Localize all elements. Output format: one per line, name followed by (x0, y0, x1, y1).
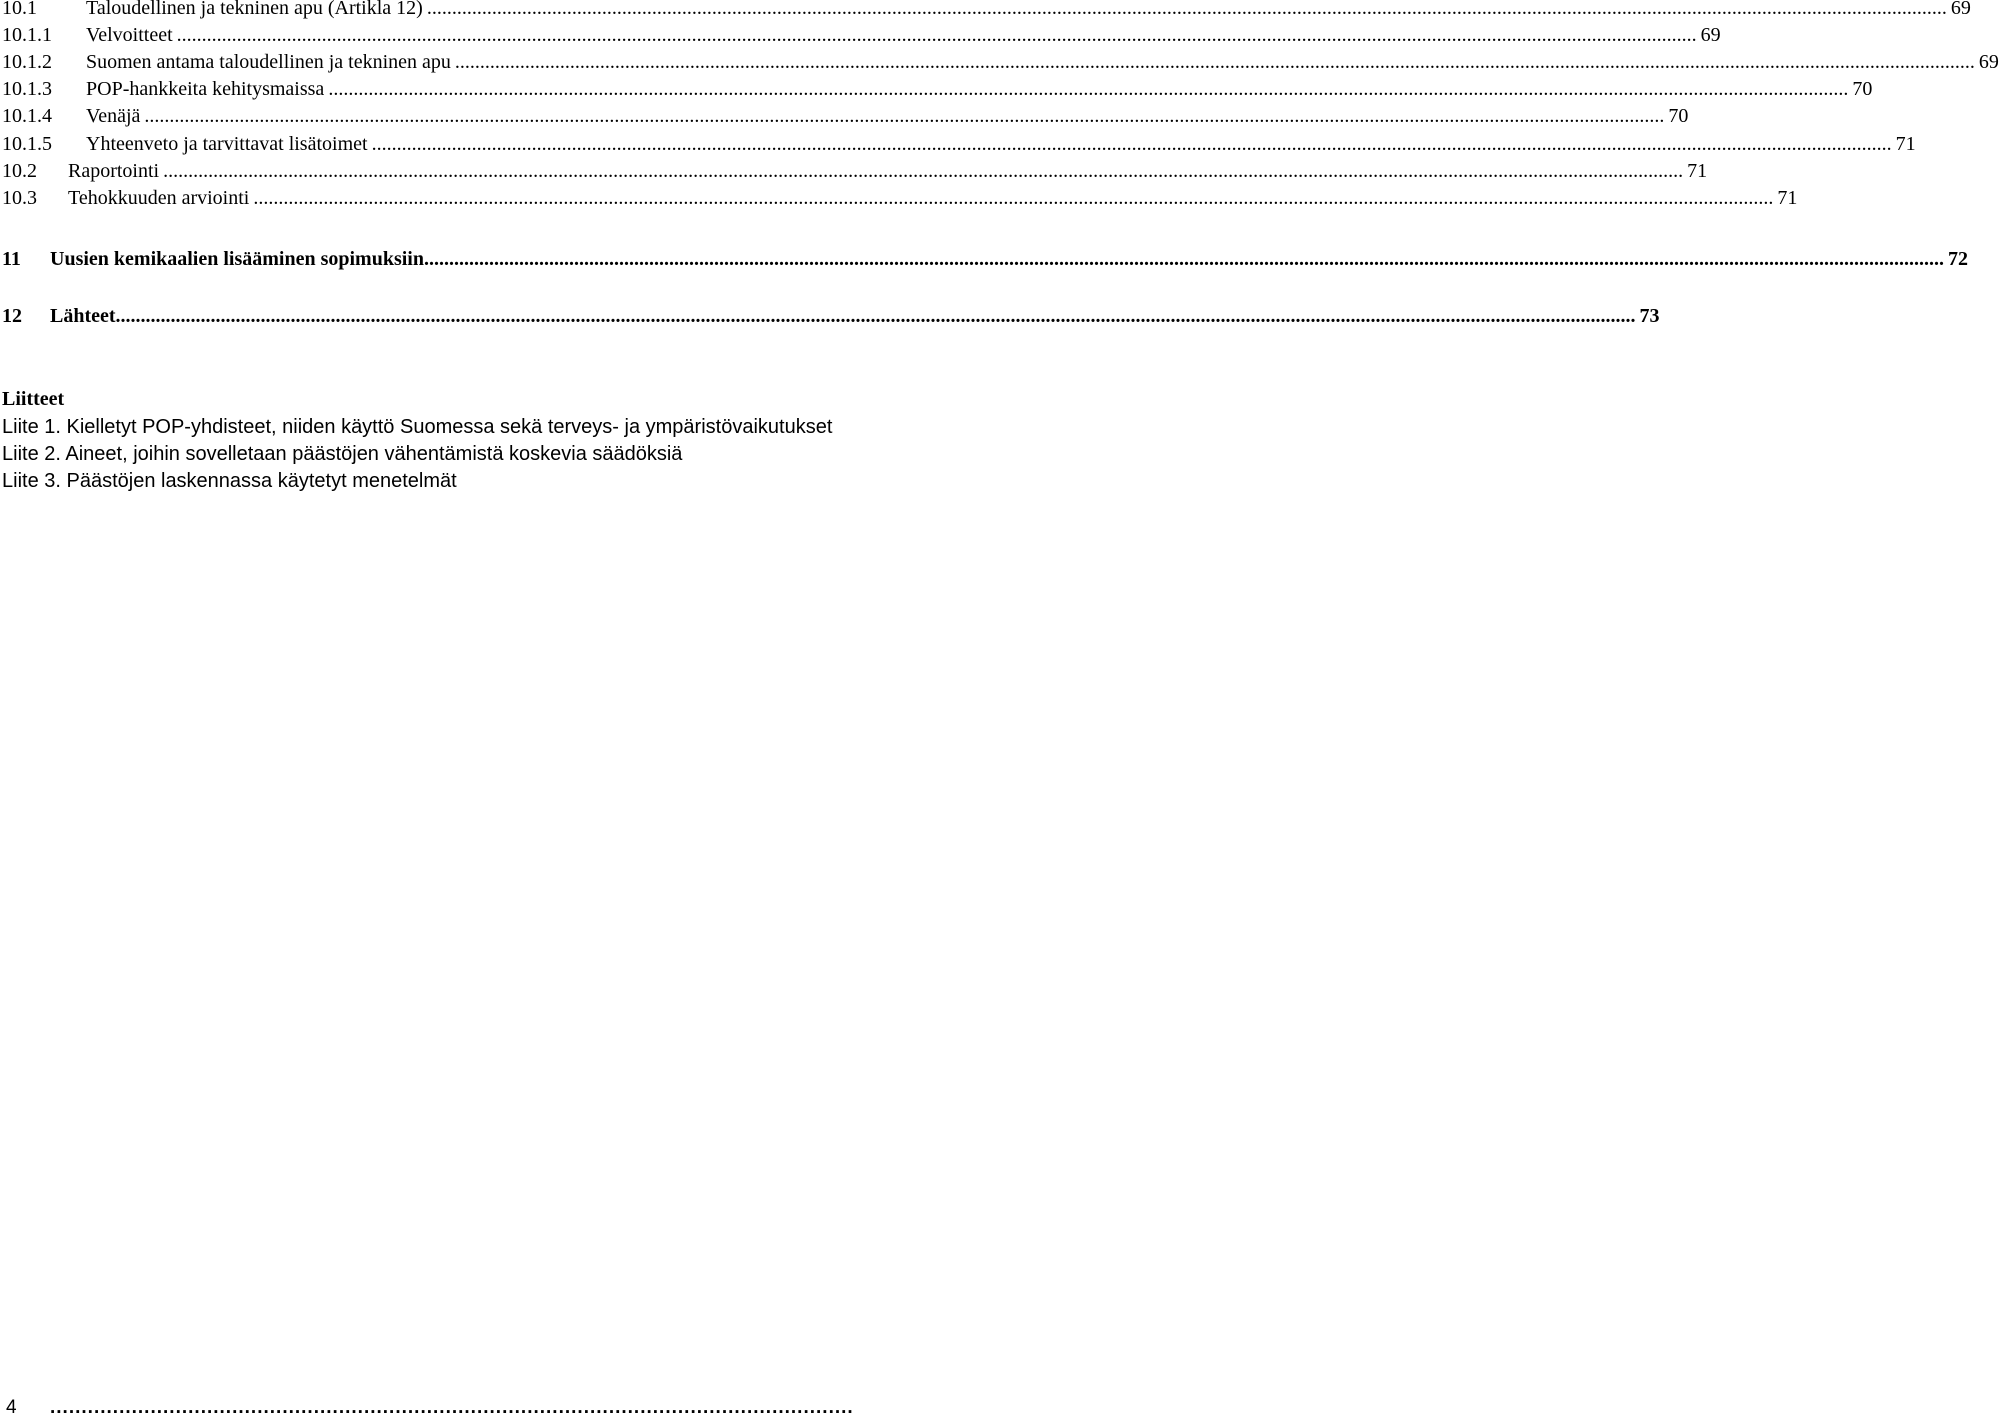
toc-entry-10-3 (2, 185, 1798, 211)
toc-title: Velvoitteet (86, 24, 173, 46)
toc-page: 69 (1978, 51, 1999, 73)
toc-page: 70 (1852, 78, 1873, 100)
toc-number: 10.1.3 (2, 78, 52, 100)
toc-number: 10.1.4 (2, 105, 52, 127)
footer-dots: ................................................................................................................................ (50, 1397, 854, 1418)
toc-leader (455, 49, 1975, 75)
toc-leader (253, 185, 1773, 211)
toc-page: 71 (1777, 187, 1798, 209)
toc-page: 69 (1700, 24, 1721, 46)
toc-title: Yhteenveto ja tarvittavat lisätoimet (86, 133, 368, 155)
toc-entry-10-2 (2, 158, 1708, 184)
toc-entry-10-1-2 (2, 49, 1999, 75)
toc-page: 69 (1950, 0, 1971, 19)
toc-page: 72 (1947, 248, 1968, 270)
toc-leader (177, 22, 1697, 48)
toc-entry-12 (2, 303, 1660, 329)
toc-leader (144, 103, 1664, 129)
toc-entry-11 (2, 246, 1968, 272)
toc-page: 70 (1668, 105, 1689, 127)
annex-item: Liite 2. Aineet, joihin sovelletaan päästöjen vähentämistä koskevia säädöksiä (2, 443, 683, 465)
page-footer (6, 1396, 956, 1420)
toc-leader (427, 0, 1947, 21)
toc-leader (424, 246, 1944, 272)
toc-entry-10-1-4 (2, 103, 1689, 129)
toc-title: Lähteet (50, 305, 116, 327)
toc-entry-10-1-5 (2, 131, 1916, 157)
toc-number: 10.1 (2, 0, 37, 19)
page-number: 4 (6, 1397, 17, 1418)
toc-number: 11 (2, 248, 21, 270)
toc-entry-10-1 (2, 0, 1971, 21)
toc-leader (328, 76, 1848, 102)
toc-number: 10.1.1 (2, 24, 52, 46)
toc-page: 73 (1639, 305, 1660, 327)
annex-item: Liite 3. Päästöjen laskennassa käytetyt menetelmät (2, 470, 457, 492)
toc-entry-10-1-3 (2, 76, 1873, 102)
toc-title: Raportointi (68, 160, 160, 182)
toc-leader (372, 131, 1892, 157)
toc-title: Venäjä (86, 105, 141, 127)
toc-title: Tehokkuuden arviointi (68, 187, 250, 209)
annex-item: Liite 1. Kielletyt POP-yhdisteet, niiden käyttö Suomessa sekä terveys- ja ympäristövaikutukset (2, 416, 833, 438)
toc-page: 71 (1895, 133, 1916, 155)
toc-leader (116, 303, 1636, 329)
toc-number: 10.3 (2, 187, 37, 209)
toc-entry-10-1-1 (2, 22, 1721, 48)
toc-number: 10.1.5 (2, 133, 52, 155)
toc-number: 10.1.2 (2, 51, 52, 73)
toc-number: 10.2 (2, 160, 37, 182)
toc-title: Suomen antama taloudellinen ja tekninen apu (86, 51, 451, 73)
toc-number: 12 (2, 305, 22, 327)
toc-page: 71 (1687, 160, 1708, 182)
toc-leader (163, 158, 1683, 184)
toc-title: Taloudellinen ja tekninen apu (Artikla 12) (86, 0, 423, 19)
toc-title: Uusien kemikaalien lisääminen sopimuksiin (50, 248, 424, 270)
toc-title: POP-hankkeita kehitysmaissa (86, 78, 325, 100)
annex-heading: Liitteet (2, 388, 65, 410)
